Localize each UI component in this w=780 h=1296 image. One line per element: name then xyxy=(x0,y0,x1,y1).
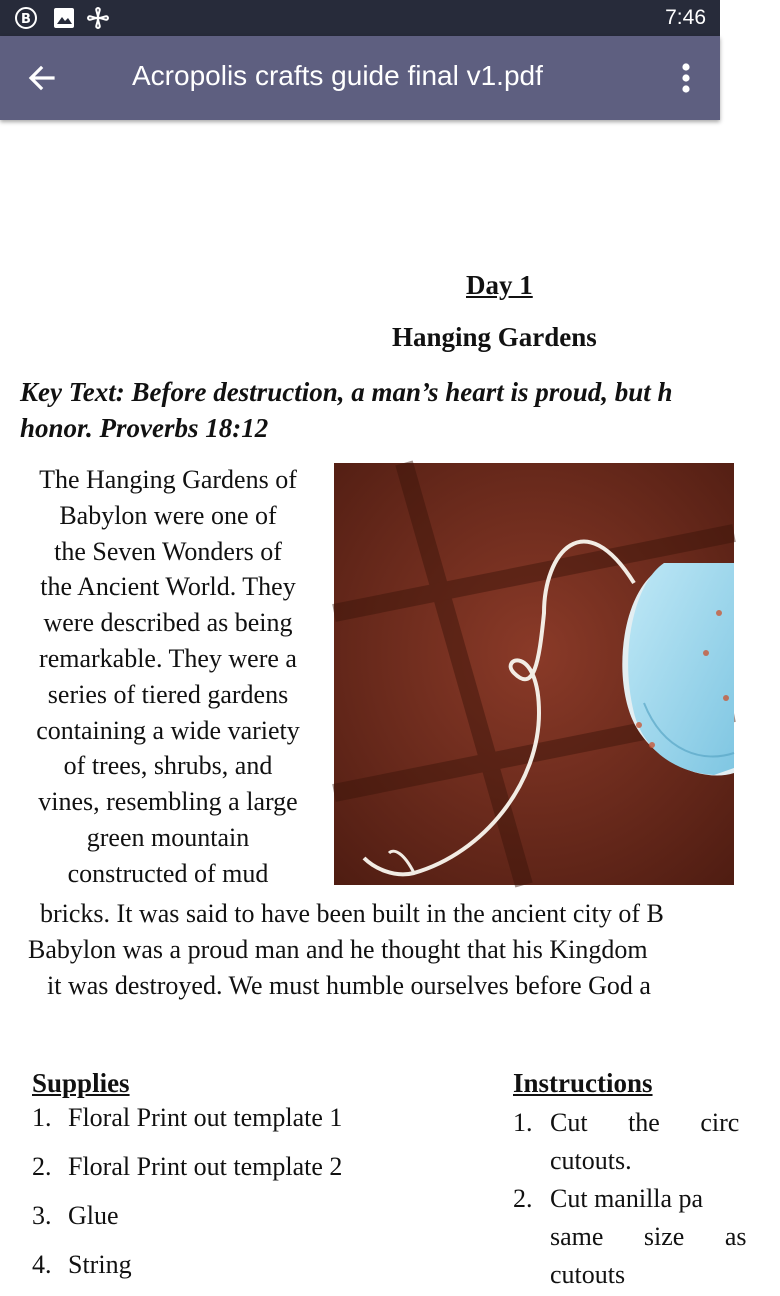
key-text-line: Key Text: Before destruction, a man’s heart is proud, but h xyxy=(20,377,673,407)
day-heading: Day 1 xyxy=(466,270,533,300)
paragraph-line: bricks. It was said to have been built in the ancient city of B xyxy=(40,899,664,928)
arrow-back-icon xyxy=(20,56,64,100)
document-title: Acropolis crafts guide final v1.pdf xyxy=(132,60,543,91)
status-time: 7:46 xyxy=(665,6,706,29)
paragraph-line: containing a wide variety xyxy=(36,715,300,745)
list-number: 2. xyxy=(513,1184,533,1213)
paragraph-line: constructed of mud xyxy=(67,858,269,888)
list-text: Glue xyxy=(68,1201,119,1230)
instructions-list xyxy=(513,1104,773,1294)
list-number: 3. xyxy=(32,1201,52,1230)
back-button[interactable] xyxy=(20,56,64,100)
list-text: Floral Print out template 1 xyxy=(68,1103,343,1132)
status-bar xyxy=(0,0,720,36)
list-item xyxy=(32,1149,342,1198)
overflow-menu-button[interactable] xyxy=(666,56,706,100)
paragraph-line: green mountain xyxy=(86,822,250,852)
body-paragraph-column xyxy=(18,462,318,892)
list-item xyxy=(513,1180,773,1294)
list-number: 1. xyxy=(32,1103,52,1132)
image-icon xyxy=(52,6,76,30)
list-item xyxy=(32,1247,342,1296)
paper-ball-ornament-image xyxy=(334,463,734,885)
list-text: Cut manilla pa xyxy=(550,1184,704,1213)
paragraph-line: the Ancient World. They xyxy=(40,572,296,602)
list-item xyxy=(32,1198,342,1247)
pinwheel-icon xyxy=(86,6,110,30)
instructions-heading: Instructions xyxy=(513,1068,653,1098)
paragraph-line: the Seven Wonders of xyxy=(54,536,282,566)
paragraph-line: series of tiered gardens xyxy=(47,679,289,709)
paragraph-line: were described as being xyxy=(43,608,293,638)
craft-photo xyxy=(334,463,734,885)
b-circle-icon xyxy=(14,6,38,30)
list-text: Floral Print out template 2 xyxy=(68,1152,343,1181)
paragraph-line: of trees, shrubs, and xyxy=(63,751,273,781)
list-number: 2. xyxy=(32,1152,52,1181)
paragraph-line: Babylon was a proud man and he thought that his Kingdom xyxy=(28,935,648,964)
paragraph-line: vines, resembling a large xyxy=(38,787,298,817)
paragraph-line: Babylon were one of xyxy=(59,500,277,530)
key-text-line: honor. Proverbs 18:12 xyxy=(20,413,269,443)
supplies-heading: Supplies xyxy=(32,1068,130,1098)
list-number: 4. xyxy=(32,1250,52,1279)
paragraph-line: The Hanging Gardens of xyxy=(39,465,297,494)
list-item xyxy=(513,1104,773,1180)
list-number: 1. xyxy=(513,1108,533,1137)
list-item xyxy=(32,1100,342,1149)
list-text: Cut the circ xyxy=(550,1108,740,1137)
body-paragraph-continued xyxy=(0,896,760,1004)
list-text: same size as xyxy=(550,1222,747,1251)
svg-text:B: B xyxy=(21,12,31,27)
pdf-page[interactable] xyxy=(0,120,747,1289)
app-bar xyxy=(0,36,720,120)
paragraph-line: it was destroyed. We must humble ourselves before God a xyxy=(47,971,651,1000)
supplies-list xyxy=(32,1100,342,1296)
key-text xyxy=(20,374,780,446)
list-text: cutouts. xyxy=(550,1146,632,1175)
paragraph-line: remarkable. They were a xyxy=(39,643,297,673)
list-text: String xyxy=(68,1250,132,1279)
section-heading: Hanging Gardens xyxy=(392,322,597,352)
more-vert-icon xyxy=(666,56,706,100)
list-text: cutouts xyxy=(550,1260,626,1289)
